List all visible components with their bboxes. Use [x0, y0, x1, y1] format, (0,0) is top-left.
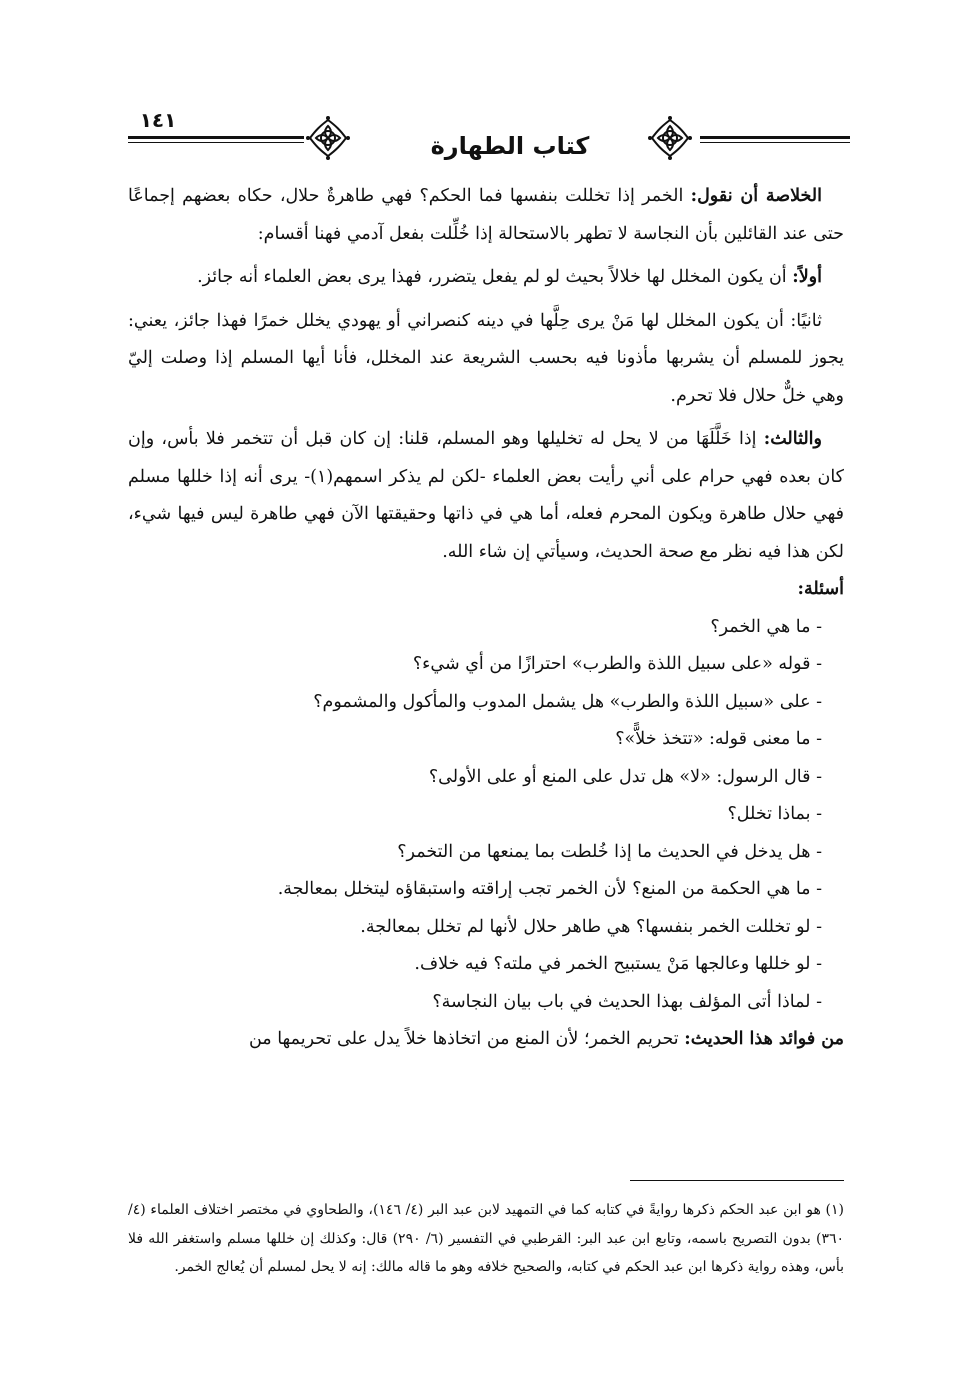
paragraph-second: [128, 303, 844, 416]
header-rule-left-thin: [128, 142, 304, 143]
paragraph-summary: [128, 178, 844, 253]
question-item: - هل يدخل في الحديث ما إذا خُلطت بما يمنعها من التخمر؟: [397, 841, 822, 862]
benefits-lead: من فوائد هذا الحديث:: [684, 1029, 844, 1049]
footnote-1: (١) هو ابن عبد الحكم ذكرها روايةً في كتابه كما في التمهيد لابن عبد البر (٤/ ١٤٦)، والطحاوي في مختصر اختلاف العلماء (٤/ ٣٦٠) بدون التصريح باسمه، وتابع ابن عبد البر: القرطبي في التفسير (٦/ ٢٩٠) قال: وكذلك إن خللها مسلم واستغفر الله فلا بأس، وهذه رواية ذكرها ابن عبد الحكم في كتابه، والصحيح خلافه وهو ما قاله مالك: إنه لا يحل لمسلم أن يُعالج الخمر.: [128, 1202, 844, 1275]
page-header: [128, 108, 850, 168]
footnotes: [128, 1196, 844, 1282]
questions-heading: أسئلة:: [797, 579, 844, 599]
left-ornament-icon: [306, 116, 350, 160]
chapter-title: كتاب الطهارة: [430, 132, 590, 160]
paragraph-benefits: [128, 1021, 844, 1059]
question-item: - ما هي الخمر؟: [710, 616, 822, 637]
main-text: [128, 178, 844, 1059]
footnote-separator: [630, 1180, 844, 1181]
question-item: - على «سبيل اللذة والطرب» هل يشمل المدوب والمأكول والمشموم؟: [313, 691, 822, 712]
header-rule-left: [128, 136, 304, 139]
second-text: أن يكون المخلل لها مَنْ يرى حِلَّها في دينه كنصراني أو يهودي يخلل خمرًا فهذا جائز، يعني: يجوز للمسلم أن يشربها مأذونا فيه بحسب الشريعة عند المخلل، فأنا أيها المسلم إذا وصلت إليّ وهي خلٌّ حلال فلا تحرم.: [128, 310, 844, 406]
first-lead: أولاً:: [792, 267, 822, 287]
question-item: - ما معنى قوله: «تتخذ خلاًّ»؟: [615, 729, 822, 749]
header-rule-right-thin: [700, 142, 850, 143]
question-item: - لو خللها وعالجها مَنْ يستبيح الخمر في ملته؟ فيه خلاف.: [414, 954, 822, 974]
first-text: أن يكون المخلل لها خلالاً بحيث لو لم يفعل يتضرر، فهذا يرى بعض العلماء أنه جائز.: [197, 267, 793, 287]
paragraph-first: [128, 259, 844, 297]
right-ornament-icon: [648, 116, 692, 160]
question-item: - قوله «على سبيل اللذة والطرب» احترازًا من أي شيء؟: [412, 654, 822, 674]
question-item: - لو تخللت الخمر بنفسها؟ هي طاهر حلال لأنها لم تخلل بمعالجة.: [360, 916, 822, 937]
page-number: ١٤١: [139, 108, 177, 132]
question-item: - لماذا أتى المؤلف بهذا الحديث في باب بيان النجاسة؟: [432, 991, 822, 1012]
paragraph-third: [128, 421, 844, 571]
question-item: - قال الرسول: «لا» هل تدل على المنع أو على الأولى؟: [428, 766, 822, 787]
question-item: - ما هي الحكمة من المنع؟ لأن الخمر تجب إراقته واستبقاؤه ليتخلل بمعالجة.: [277, 879, 822, 899]
header-rule-right: [700, 136, 850, 139]
questions-list: [128, 609, 844, 1022]
second-lead: ثانيًا:: [790, 310, 822, 331]
benefits-text: تحريم الخمر؛ لأن المنع من اتخاذها خلاً يدل على تحريمها من: [248, 1029, 685, 1049]
third-lead: والثالث:: [763, 429, 822, 449]
summary-lead: الخلاصة أن نقول:: [690, 186, 823, 206]
question-item: - بماذا تخلل؟: [727, 804, 822, 824]
summary-text: الخمر إذا تخللت بنفسها فما الحكم؟ فهي طاهرةٌ حلال، حكاه بعضهم إجماعًا حتى عند القائلين بأن النجاسة لا تطهر بالاستحالة إذا خُلِّلت بفعل آدمي فهنا أقسام:: [128, 186, 844, 244]
third-text: إذا خَلَّلَهَا من لا يحل له تخليلها وهو المسلم، قلنا: إن كان قبل أن تتخمر فلا بأس، وإن كان بعده فهي حرام على أني رأيت بعض العلماء -لكن لم يذكر اسمهم(١)- يرى أنه إذا خللها مسلم فهي حلال طاهرة ويكون المحرم فعله، أما هي في ذاتها وحقيقتها الآن فهي طاهرة ليس فيها شيء، لكن هذا فيه نظر مع صحة الحديث، وسيأتي إن شاء الله.: [128, 429, 845, 562]
